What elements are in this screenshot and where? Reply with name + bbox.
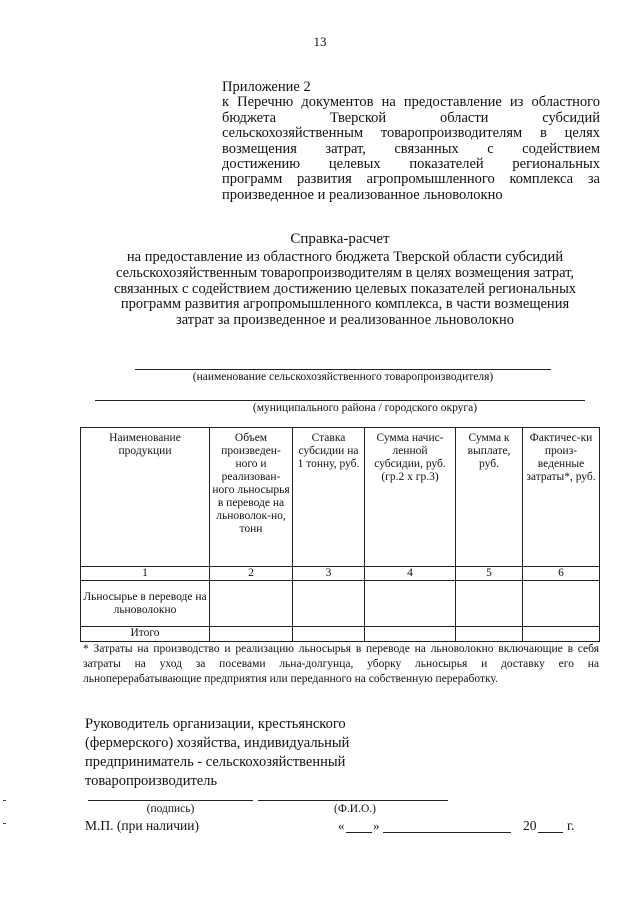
table-cell[interactable] bbox=[293, 581, 365, 627]
subtitle-line: связанных с содействием достижению целевых показателей региональных bbox=[113, 280, 577, 297]
column-number-row bbox=[81, 567, 600, 581]
table-cell[interactable] bbox=[293, 627, 365, 642]
year-suffix: г. bbox=[567, 818, 575, 833]
binding-mark bbox=[3, 823, 6, 824]
row-name: Льносырье в переводе на льноволокно bbox=[81, 581, 210, 627]
header-cell: Сумма к выплате, руб. bbox=[456, 428, 523, 567]
document-subtitle bbox=[85, 250, 605, 329]
date-close-quote: » bbox=[373, 818, 380, 833]
signer-block bbox=[85, 715, 405, 791]
appendix-line: достижению целевых показателей региональных bbox=[222, 156, 600, 173]
table-cell[interactable] bbox=[365, 581, 456, 627]
table-cell[interactable] bbox=[210, 627, 293, 642]
subtitle-line: программ развития агропромышленного комплекса, в части возмещения bbox=[120, 296, 570, 313]
signer-line: Руководитель организации, крестьянского bbox=[85, 716, 346, 732]
subtitle-line: затрат за произведенное и реализованное льноволокно bbox=[176, 312, 514, 329]
column-number: 3 bbox=[293, 567, 365, 581]
appendix-line: произведенное и реализованное льноволокно bbox=[222, 186, 503, 203]
year-prefix: 20 bbox=[523, 818, 537, 833]
appendix-line: к Перечню документов на предоставление из областного bbox=[222, 94, 600, 111]
district-line[interactable] bbox=[95, 400, 585, 401]
appendix-line: программ развития агропромышленного комплекса за bbox=[222, 171, 600, 188]
producer-name-line[interactable] bbox=[135, 369, 551, 370]
header-cell: Объем произведен-ного и реализован-ного льносырья в переводе на льноволок-но, тонн bbox=[210, 428, 293, 567]
table-cell[interactable] bbox=[523, 627, 600, 642]
date-open-quote: « bbox=[338, 818, 345, 833]
district-caption: (муниципального района / городского округа) bbox=[252, 402, 478, 414]
producer-caption: (наименование сельскохозяйственного товаропроизводителя) bbox=[192, 371, 494, 383]
calculation-table bbox=[80, 427, 600, 642]
table-cell[interactable] bbox=[365, 627, 456, 642]
column-number: 2 bbox=[210, 567, 293, 581]
date-year-line[interactable] bbox=[538, 832, 563, 833]
full-name-caption: (Ф.И.О.) bbox=[334, 803, 376, 815]
signature-caption: (подпись) bbox=[146, 803, 195, 815]
column-number: 1 bbox=[81, 567, 210, 581]
column-number: 5 bbox=[456, 567, 523, 581]
table-cell[interactable] bbox=[456, 581, 523, 627]
header-cell: Сумма начис-ленной субсидии, руб. (гр.2 х гр.3) bbox=[365, 428, 456, 567]
appendix-line: сельскохозяйственным товаропроизводителям в целях bbox=[222, 125, 600, 142]
appendix-title: Приложение 2 bbox=[222, 79, 311, 95]
page-number: 13 bbox=[313, 34, 327, 49]
appendix-line: возмещения затрат, связанных с содействием bbox=[222, 140, 600, 157]
column-number: 6 bbox=[523, 567, 600, 581]
signer-line: предприниматель - сельскохозяйственный bbox=[85, 754, 346, 770]
signer-line: товаропроизводитель bbox=[85, 773, 218, 789]
stamp-label: М.П. (при наличии) bbox=[85, 818, 199, 833]
header-cell: Наименование продукции bbox=[81, 428, 210, 567]
subtitle-line: сельскохозяйственным товаропроизводителям в целях возмещения затрат, bbox=[115, 264, 575, 281]
appendix-header bbox=[222, 80, 600, 203]
table-cell[interactable] bbox=[456, 627, 523, 642]
signer-line: (фермерского) хозяйства, индивидуальный bbox=[85, 735, 350, 751]
column-number: 4 bbox=[365, 567, 456, 581]
signature-line[interactable] bbox=[88, 800, 253, 801]
date-day-line[interactable] bbox=[346, 832, 372, 833]
header-cell: Фактичес-ки произ-веденные затраты*, руб. bbox=[523, 428, 600, 567]
table-cell[interactable] bbox=[523, 581, 600, 627]
binding-mark bbox=[3, 800, 6, 801]
table-row bbox=[81, 581, 600, 627]
appendix-line: бюджета Тверской области субсидий bbox=[222, 109, 600, 126]
date-month-line[interactable] bbox=[383, 832, 511, 833]
table-header-row bbox=[81, 428, 600, 567]
full-name-line[interactable] bbox=[258, 800, 448, 801]
row-name: Итого bbox=[81, 627, 210, 642]
document-title: Справка-расчет bbox=[290, 231, 390, 247]
table-cell[interactable] bbox=[210, 581, 293, 627]
header-cell: Ставка субсидии на 1 тонну, руб. bbox=[293, 428, 365, 567]
subtitle-line: на предоставление из областного бюджета Тверской области субсидий bbox=[126, 249, 564, 265]
footnote: * Затраты на производство и реализацию льносырья в переводе на льноволокно включающие в себя затраты на уход за посевами льна-долгунца, уборку льносырья и доставку его на льноперерабатывающие предприятия или переданного на собственную переработку. bbox=[83, 643, 599, 685]
table-row bbox=[81, 627, 600, 642]
